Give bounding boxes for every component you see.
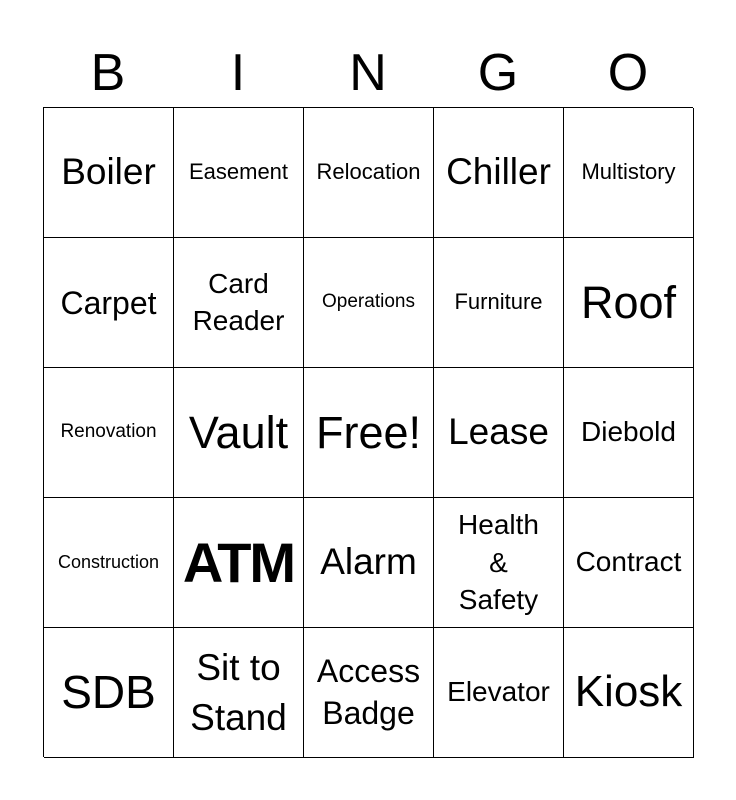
cell-label: Carpet [60,284,157,321]
header-letter-n: N [349,44,387,102]
bingo-cell-access-badge[interactable] [304,628,434,758]
cell-label: Contract [575,546,682,578]
cell-label: Diebold [581,416,676,448]
cell-label: Boiler [61,151,156,193]
bingo-header [43,38,693,108]
bingo-cell-health-safety[interactable] [434,498,564,628]
bingo-cell-boiler[interactable] [44,108,174,238]
bingo-cell-elevator[interactable] [434,628,564,758]
bingo-cell-diebold[interactable] [564,368,694,498]
cell-label: Operations [322,291,415,313]
cell-label: Access Badge [316,652,421,731]
cell-label: Elevator [447,676,550,708]
bingo-cell-atm[interactable] [174,498,304,628]
cell-label: Roof [580,276,677,328]
cell-label: Kiosk [574,667,683,717]
cell-label: Alarm [320,541,417,583]
cell-label: Easement [188,159,289,185]
bingo-cell-sdb[interactable] [44,628,174,758]
bingo-cell-card-reader[interactable] [174,238,304,368]
bingo-cell-renovation[interactable] [44,368,174,498]
bingo-card-grid [43,107,693,757]
bingo-cell-furniture[interactable] [434,238,564,368]
cell-label: Renovation [60,421,157,443]
bingo-cell-easement[interactable] [174,108,304,238]
cell-label: Furniture [454,289,543,315]
cell-label: SDB [61,665,156,718]
cell-label: Card Reader [192,268,285,336]
cell-label: Multistory [581,159,676,185]
cell-label: Vault [188,406,289,458]
cell-label: Lease [448,411,549,453]
bingo-cell-alarm[interactable] [304,498,434,628]
cell-label: Relocation [316,159,421,185]
header-letter-g: G [477,44,519,102]
cell-label: Health & Safety [458,508,539,616]
bingo-cell-vault[interactable] [174,368,304,498]
bingo-cell-carpet[interactable] [44,238,174,368]
cell-label: Construction [57,551,160,572]
header-letter-o: O [607,44,649,102]
bingo-cell-kiosk[interactable] [564,628,694,758]
bingo-cell-multistory[interactable] [564,108,694,238]
bingo-cell-free-space[interactable] [304,368,434,498]
bingo-cell-lease[interactable] [434,368,564,498]
cell-label: ATM [182,530,295,594]
cell-label: Sit to Stand [190,646,287,738]
bingo-cell-construction[interactable] [44,498,174,628]
cell-label: Chiller [446,151,551,193]
bingo-cell-operations[interactable] [304,238,434,368]
bingo-cell-relocation[interactable] [304,108,434,238]
bingo-cell-sit-to-stand[interactable] [174,628,304,758]
bingo-cell-chiller[interactable] [434,108,564,238]
header-letter-b: B [90,44,126,102]
bingo-cell-roof[interactable] [564,238,694,368]
cell-label: Free! [315,406,422,458]
bingo-cell-contract[interactable] [564,498,694,628]
header-letter-i: I [230,44,246,102]
